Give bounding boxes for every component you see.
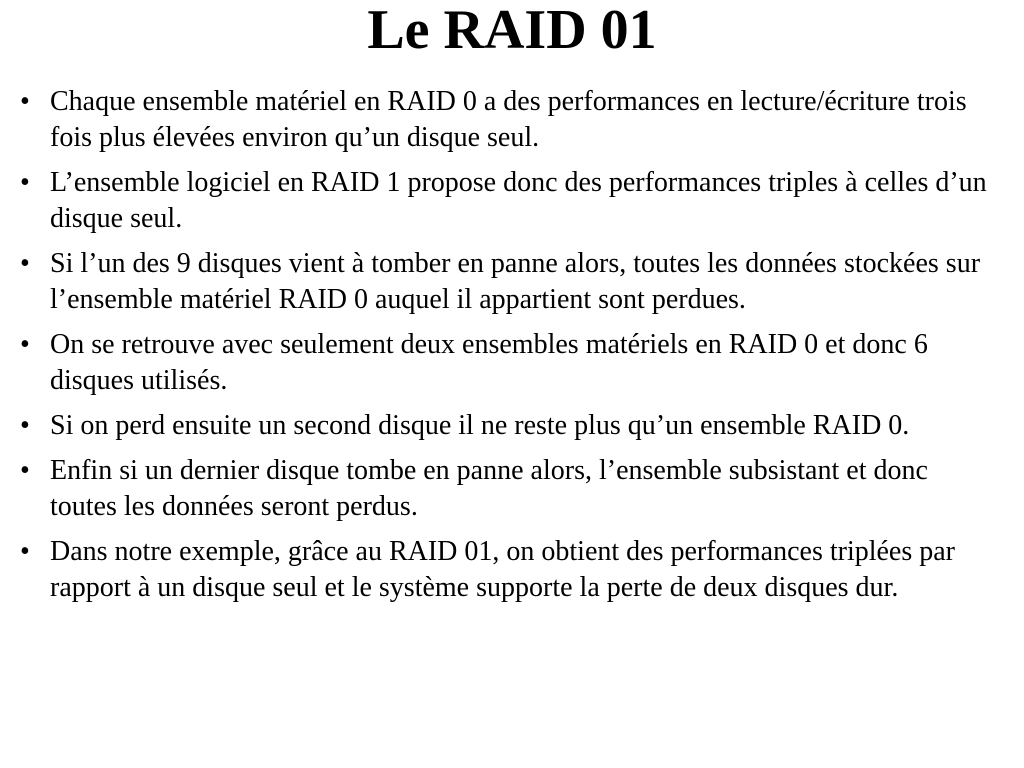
bullet-text: Si l’un des 9 disques vient à tomber en panne alors, toutes les données stockées sur l’ensemble matériel RAID 0 auquel il appartient sont perdues.: [50, 248, 981, 315]
bullet-text: Chaque ensemble matériel en RAID 0 a des performances en lecture/écriture trois fois plus élevées environ qu’un disque seul.: [50, 86, 967, 153]
bullet-icon: •: [20, 536, 30, 567]
bullet-item: [20, 408, 995, 444]
bullet-item: [20, 327, 995, 399]
bullet-item: [20, 246, 995, 318]
bullet-icon: •: [20, 167, 30, 198]
bullet-icon: •: [20, 455, 30, 486]
bullet-text: Si on perd ensuite un second disque il ne reste plus qu’un ensemble RAID 0.: [50, 410, 910, 441]
bullet-text: Enfin si un dernier disque tombe en panne alors, l’ensemble subsistant et donc toutes les données seront perdus.: [50, 455, 928, 522]
bullet-icon: •: [20, 86, 30, 117]
bullet-text: Dans notre exemple, grâce au RAID 01, on obtient des performances triplées par rapport à un disque seul et le système supporte la perte de deux disques dur.: [50, 536, 956, 603]
bullet-item: [20, 84, 995, 156]
bullet-icon: •: [20, 329, 30, 360]
bullet-item: [20, 453, 995, 525]
bullet-icon: •: [20, 248, 30, 279]
slide-title: Le RAID 01: [367, 0, 657, 61]
bullet-text: L’ensemble logiciel en RAID 1 propose donc des performances triples à celles d’un disque seul.: [50, 167, 987, 234]
bullet-icon: •: [20, 410, 30, 441]
bullet-list: [20, 84, 995, 615]
bullet-item: [20, 534, 995, 606]
bullet-item: [20, 165, 995, 237]
bullet-text: On se retrouve avec seulement deux ensembles matériels en RAID 0 et donc 6 disques utilisés.: [50, 329, 928, 396]
